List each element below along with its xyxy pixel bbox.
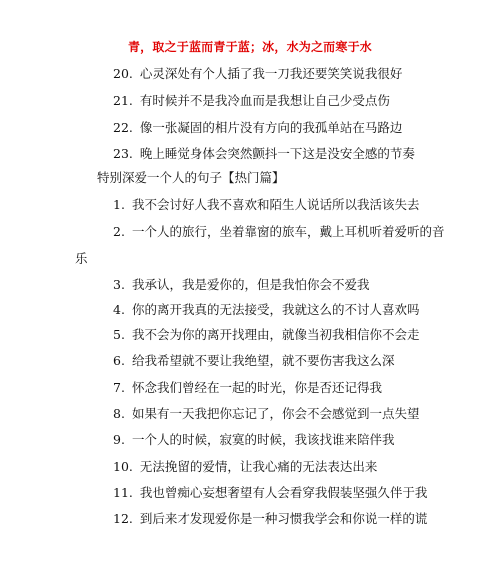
list-item-number: 8. bbox=[113, 406, 125, 421]
section-heading: 特别深爱一个人的句子【热门篇】 bbox=[97, 170, 285, 185]
list-item bbox=[113, 302, 419, 318]
list-item-number: 2. bbox=[113, 224, 125, 239]
list-item-text: 如果有一天我把你忘记了，你会不会感觉到一点失望 bbox=[131, 406, 420, 421]
list-item bbox=[113, 197, 419, 213]
list-item bbox=[113, 146, 415, 162]
list-item bbox=[113, 93, 390, 109]
list-item-number: 22. bbox=[113, 120, 133, 135]
list-item bbox=[113, 380, 382, 396]
list-item-text: 一个人的时候，寂寞的时候，我该找谁来陪伴我 bbox=[131, 432, 395, 447]
list-item-number: 21. bbox=[113, 93, 133, 108]
list-item-text: 你的离开我真的无法接受，我就这么的不讨人喜欢吗 bbox=[131, 302, 420, 317]
list-item bbox=[113, 459, 377, 475]
list-item-number: 5. bbox=[113, 327, 125, 342]
list-item bbox=[113, 327, 419, 343]
page-bottom-fade bbox=[0, 556, 500, 566]
list-item-number: 11. bbox=[113, 485, 133, 500]
list-item-number: 6. bbox=[113, 353, 125, 368]
list-item-text: 我承认，我是爱你的，但是我怕你会不爱我 bbox=[131, 277, 370, 292]
list-item-text: 到后来才发现爱你是一种习惯我学会和你说一样的谎 bbox=[139, 511, 428, 526]
list-item bbox=[113, 120, 402, 136]
list-item-number: 3. bbox=[113, 277, 125, 292]
list-item-number: 10. bbox=[113, 459, 133, 474]
header-banner: 青，取之于蓝而青于蓝；冰，水为之而寒于水 bbox=[127, 40, 372, 54]
list-item-number: 20. bbox=[113, 66, 133, 81]
list-item bbox=[113, 224, 444, 240]
list-item bbox=[113, 353, 394, 369]
list-item-text: 一个人的旅行，坐着靠窗的旅车，戴上耳机听着爱听的音 bbox=[131, 224, 445, 239]
list-item-number: 1. bbox=[113, 197, 125, 212]
list-item-number: 12. bbox=[113, 511, 133, 526]
list-item-text: 我不会为你的离开找理由，就像当初我相信你不会走 bbox=[131, 327, 420, 342]
list-item-continuation: 乐 bbox=[75, 251, 88, 266]
list-item-text: 晚上睡觉身体会突然颤抖一下这是没安全感的节奏 bbox=[139, 146, 415, 161]
list-item-text: 像一张凝固的相片没有方向的我孤单站在马路边 bbox=[139, 120, 403, 135]
list-item-text: 心灵深处有个人插了我一刀我还要笑笑说我很好 bbox=[139, 66, 403, 81]
list-item bbox=[113, 406, 419, 422]
list-item-number: 9. bbox=[113, 432, 125, 447]
list-item-number: 4. bbox=[113, 302, 125, 317]
list-item bbox=[113, 277, 369, 293]
list-item-number: 23. bbox=[113, 146, 133, 161]
list-item bbox=[113, 485, 427, 501]
list-item-number: 7. bbox=[113, 380, 125, 395]
list-item-text: 给我希望就不要让我绝望，就不要伤害我这么深 bbox=[131, 353, 395, 368]
list-item-text: 我也曾痴心妄想奢望有人会看穿我假装坚强久伴于我 bbox=[139, 485, 428, 500]
list-item-text: 有时候并不是我冷血而是我想让自己少受点伤 bbox=[139, 93, 390, 108]
list-item bbox=[113, 66, 402, 82]
list-item-text: 无法挽留的爱情，让我心痛的无法表达出来 bbox=[139, 459, 378, 474]
list-item bbox=[113, 511, 427, 527]
list-item-text: 我不会讨好人我不喜欢和陌生人说话所以我活该失去 bbox=[131, 197, 420, 212]
list-item-text: 怀念我们曾经在一起的时光，你是否还记得我 bbox=[131, 380, 382, 395]
list-item bbox=[113, 432, 394, 448]
